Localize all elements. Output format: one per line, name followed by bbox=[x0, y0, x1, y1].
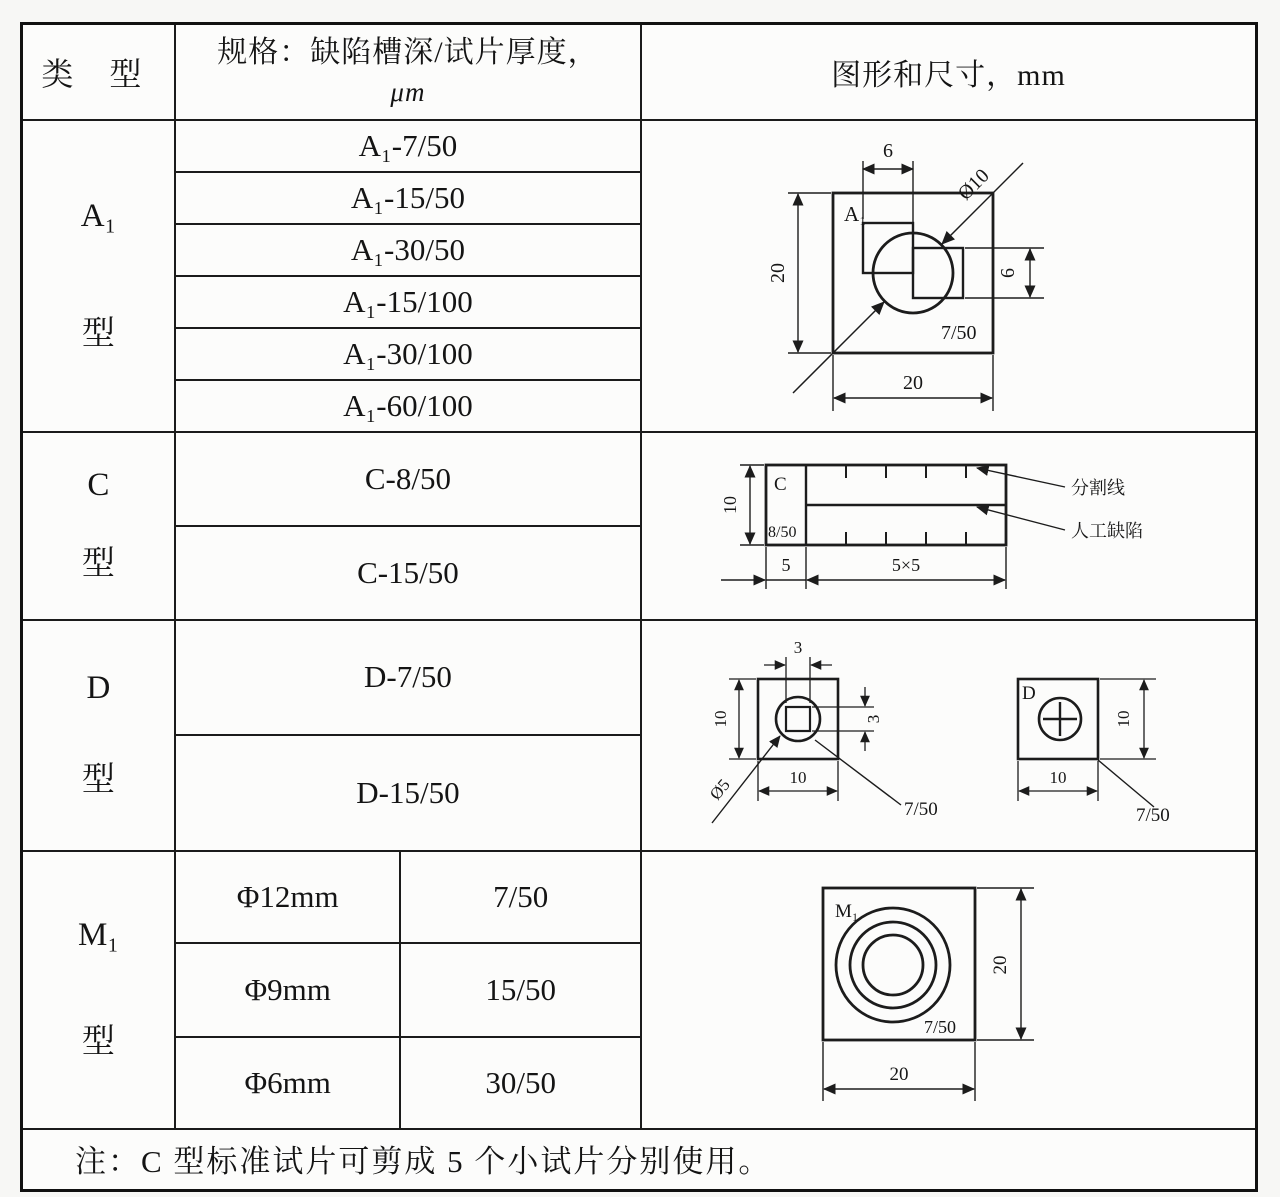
header-type: 类 型 bbox=[22, 24, 175, 120]
spec-row: C-8/50 bbox=[175, 432, 641, 526]
type-cell-d bbox=[22, 620, 175, 851]
c-dim-left: 10 bbox=[720, 496, 741, 514]
spec-row: A₁-30/100 bbox=[175, 328, 641, 380]
spec-row: A₁-60/100 bbox=[175, 380, 641, 432]
spec-row: A₁-7/50 bbox=[175, 120, 641, 172]
spec-depth: 30/50 bbox=[400, 1037, 641, 1129]
d-left-diameter-label: Ø5 bbox=[706, 774, 735, 804]
test-piece-spec-table bbox=[20, 22, 1258, 1192]
type-label-a1: A₁ bbox=[80, 197, 117, 234]
spec-row: C-15/50 bbox=[175, 526, 641, 620]
figure-cell-m1 bbox=[641, 851, 1257, 1129]
c-leader-dividing-line: 分割线 bbox=[1071, 478, 1126, 498]
a1-depth-label: 7/50 bbox=[941, 322, 978, 344]
a1-diameter-label: Ø10 bbox=[954, 164, 995, 205]
a1-square-defect-lower bbox=[913, 248, 963, 298]
table-row bbox=[22, 851, 1257, 943]
a1-plate-label: A₁ bbox=[844, 202, 867, 226]
m1-dim-right: 20 bbox=[990, 955, 1012, 975]
a1-dim-bottom: 20 bbox=[903, 372, 924, 394]
figure-cell-c bbox=[641, 432, 1257, 620]
c-type-diagram bbox=[713, 437, 1183, 609]
table-row bbox=[22, 432, 1257, 526]
header-spec bbox=[175, 24, 641, 120]
note-row bbox=[22, 1129, 1257, 1191]
type-label-d: D bbox=[86, 669, 111, 706]
header-figure: 图形和尺寸，mm bbox=[641, 24, 1257, 120]
d-right-depth-label: 7/50 bbox=[1136, 804, 1171, 826]
type-suffix-a1: 型 bbox=[81, 315, 115, 352]
d-left-circle-defect bbox=[776, 697, 820, 741]
c-strip-label: C bbox=[774, 474, 788, 495]
d-right-plate-label: D bbox=[1022, 682, 1037, 704]
m1-depth-label: 7/50 bbox=[924, 1017, 957, 1037]
type-cell-c bbox=[22, 432, 175, 620]
spec-row: D-15/50 bbox=[175, 735, 641, 851]
d-type-diagram bbox=[688, 621, 1208, 845]
d-right-dim-right: 10 bbox=[1114, 710, 1134, 727]
c-depth-label: 8/50 bbox=[768, 524, 797, 541]
type-label-m1: M₁ bbox=[78, 916, 119, 953]
d-right-dim-bottom: 10 bbox=[1049, 767, 1067, 787]
d-left-dim-right: 3 bbox=[864, 714, 884, 723]
a1-dim-right: 6 bbox=[997, 268, 1020, 278]
table-row bbox=[22, 120, 1257, 172]
type-cell-m1 bbox=[22, 851, 175, 1129]
header-spec-line1: 规格：缺陷槽深/试片厚度， bbox=[217, 36, 599, 70]
type-cell-a1 bbox=[22, 120, 175, 432]
m1-ring-inner bbox=[863, 935, 923, 995]
d-left-square-defect bbox=[786, 707, 810, 731]
c-dim-seg: 5 bbox=[781, 555, 791, 575]
figure-cell-d bbox=[641, 620, 1257, 851]
d-left-depth-label: 7/50 bbox=[904, 798, 939, 820]
spec-depth: 7/50 bbox=[400, 851, 641, 943]
spec-diameter: Φ9mm bbox=[175, 943, 401, 1037]
type-label-c: C bbox=[87, 467, 110, 504]
header-row bbox=[22, 24, 1257, 120]
d-left-dim-left: 10 bbox=[711, 710, 731, 727]
spec-depth: 15/50 bbox=[400, 943, 641, 1037]
figure-cell-a1 bbox=[641, 120, 1257, 432]
d-left-dim-top: 3 bbox=[794, 637, 803, 657]
type-suffix-d: 型 bbox=[81, 762, 115, 799]
a1-square-defect-upper bbox=[863, 223, 913, 273]
m1-plate-label: M₁ bbox=[835, 901, 860, 922]
d-left-dim-bottom: 10 bbox=[789, 767, 807, 787]
type-suffix-c: 型 bbox=[81, 545, 115, 582]
a1-dim-top: 6 bbox=[883, 140, 894, 162]
c-leader-artificial-defect: 人工缺陷 bbox=[1071, 521, 1144, 541]
spec-diameter: Φ6mm bbox=[175, 1037, 401, 1129]
table-note: 注：C 型标准试片可剪成 5 个小试片分别使用。 bbox=[22, 1129, 1257, 1191]
spec-row: D-7/50 bbox=[175, 620, 641, 736]
spec-row: A₁-15/100 bbox=[175, 276, 641, 328]
spec-row: A₁-30/50 bbox=[175, 224, 641, 276]
table-row bbox=[22, 620, 1257, 736]
m1-ring-outer bbox=[836, 908, 950, 1022]
a1-type-diagram bbox=[738, 123, 1158, 423]
spec-diameter: Φ12mm bbox=[175, 851, 401, 943]
type-suffix-m1: 型 bbox=[81, 1024, 115, 1061]
spec-row: A₁-15/50 bbox=[175, 172, 641, 224]
a1-dim-left: 20 bbox=[767, 263, 790, 283]
header-spec-unit: μm bbox=[390, 76, 426, 107]
c-dim-span: 5×5 bbox=[892, 555, 921, 575]
m1-dim-bottom: 20 bbox=[889, 1064, 909, 1085]
d-left-plate-outline bbox=[758, 679, 838, 759]
m1-type-diagram bbox=[778, 855, 1118, 1119]
